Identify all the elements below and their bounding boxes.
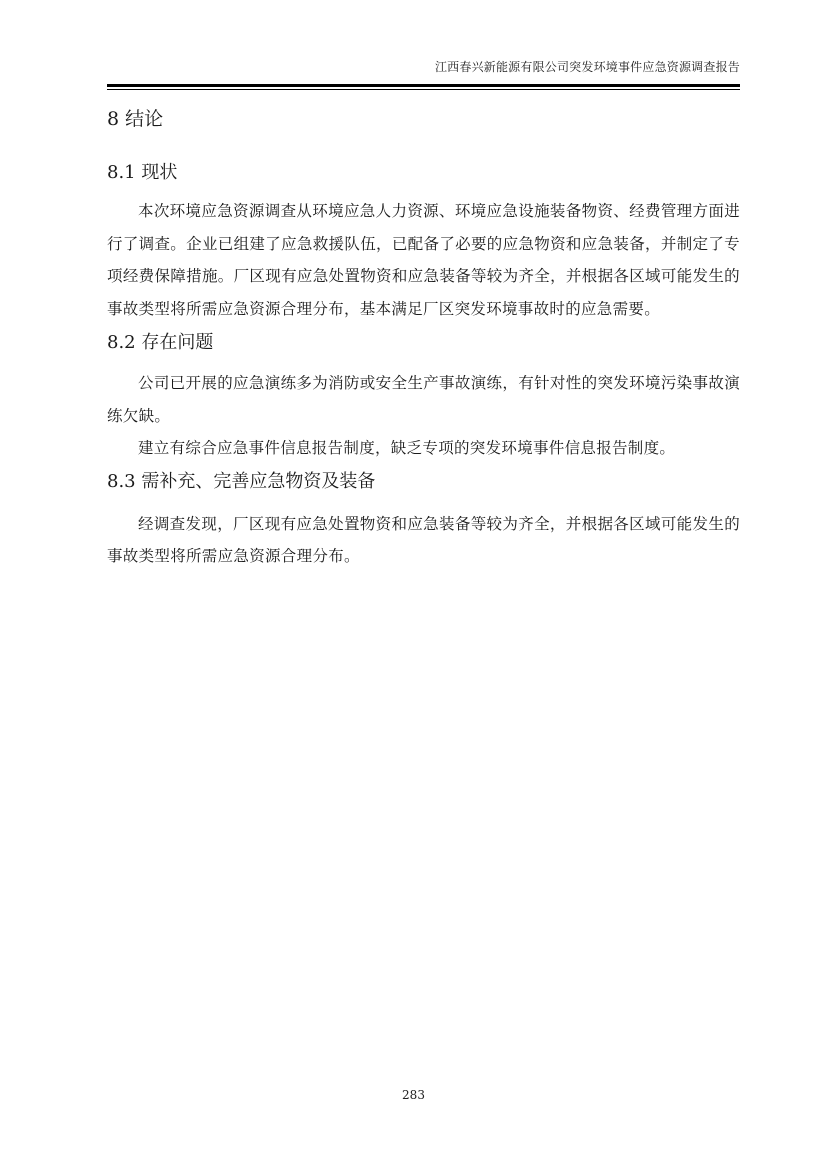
paragraph-problems-2: 建立有综合应急事件信息报告制度，缺乏专项的突发环境事件信息报告制度。 [138, 439, 676, 457]
page-number: 283 [402, 1088, 425, 1102]
section-title-problems: 8.2 存在问题 [107, 332, 214, 353]
section-title-supplement: 8.3 需补充、完善应急物资及装备 [107, 470, 376, 492]
header-rule-thin [107, 89, 740, 90]
document-body [107, 102, 740, 573]
header-rule-thick [107, 84, 740, 87]
chapter-title: 8 结论 [107, 108, 164, 130]
section-title-status: 8.1 现状 [107, 162, 178, 183]
paragraph-problems-1: 公司已开展的应急演练多为消防或安全生产事故演练，有针对性的突发环境污染事故演练欠缺。 [107, 374, 740, 425]
paragraph-status: 本次环境应急资源调查从环境应急人力资源、环境应急设施装备物资、经费管理方面进行了调查。企业已组建了应急救援队伍，已配备了必要的应急物资和应急装备，并制定了专项经费保障措施。厂区现有应急处置物资和应急装备等较为齐全，并根据各区域可能发生的事故类型将所需应急资源合理分布，基本满足厂区突发环境事故时的应急需要。 [107, 202, 740, 318]
paragraph-supplement: 经调查发现，厂区现有应急处置物资和应急装备等较为齐全，并根据各区域可能发生的事故类型将所需应急资源合理分布。 [107, 514, 740, 565]
page-header: 江西春兴新能源有限公司突发环境事件应急资源调查报告 [434, 60, 740, 74]
